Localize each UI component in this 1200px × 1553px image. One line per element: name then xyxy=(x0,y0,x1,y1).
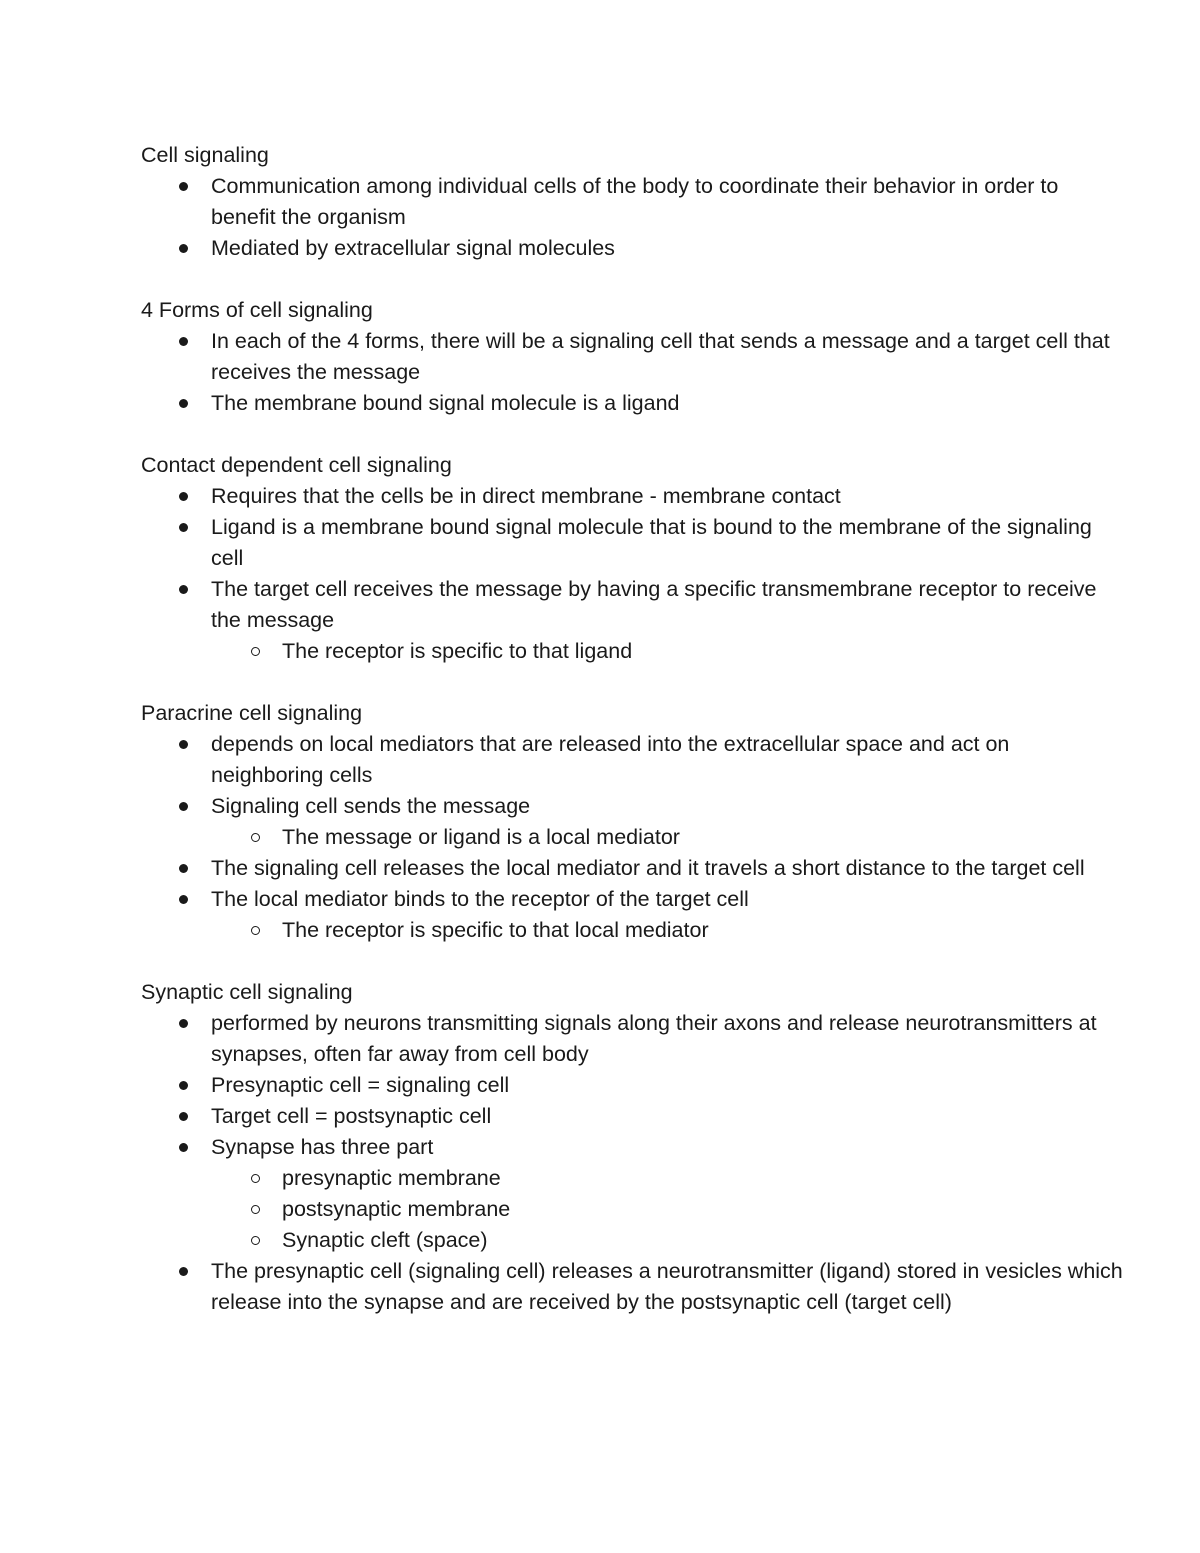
list-item-text: Requires that the cells be in direct membrane - membrane contact xyxy=(211,484,841,508)
bullet-circle-icon xyxy=(251,647,260,656)
sub-list-item xyxy=(282,915,1126,946)
bullet-dot-icon xyxy=(179,585,188,594)
sub-list-item xyxy=(282,1163,1126,1194)
list-item-text: The membrane bound signal molecule is a ligand xyxy=(211,391,680,415)
bullet-list xyxy=(141,171,1126,264)
list-item xyxy=(211,1070,1126,1101)
list-item-text: The signaling cell releases the local mediator and it travels a short distance to the target cell xyxy=(211,856,1085,880)
bullet-circle-icon xyxy=(251,1236,260,1245)
section xyxy=(141,698,1126,946)
list-item-text: depends on local mediators that are released into the extracellular space and act on neighboring cells xyxy=(211,732,1010,787)
bullet-circle-icon xyxy=(251,1174,260,1183)
list-item-text: performed by neurons transmitting signals along their axons and release neurotransmitters at synapses, often far away from cell body xyxy=(211,1011,1097,1066)
list-item xyxy=(211,1256,1126,1318)
bullet-dot-icon xyxy=(179,1267,188,1276)
sub-bullet-list xyxy=(211,636,1126,667)
sub-bullet-list xyxy=(211,822,1126,853)
sub-bullet-list xyxy=(211,1163,1126,1256)
list-item xyxy=(211,388,1126,419)
list-item xyxy=(211,884,1126,946)
sub-list-item-text: The receptor is specific to that local mediator xyxy=(282,918,709,942)
section-heading: 4 Forms of cell signaling xyxy=(141,298,373,322)
sub-list-item-text: The message or ligand is a local mediator xyxy=(282,825,680,849)
sub-list-item-text: Synaptic cleft (space) xyxy=(282,1228,488,1252)
bullet-list xyxy=(141,729,1126,946)
section xyxy=(141,450,1126,667)
bullet-dot-icon xyxy=(179,1019,188,1028)
bullet-list xyxy=(141,326,1126,419)
bullet-circle-icon xyxy=(251,926,260,935)
list-item xyxy=(211,853,1126,884)
section xyxy=(141,295,1126,419)
bullet-dot-icon xyxy=(179,1081,188,1090)
bullet-dot-icon xyxy=(179,802,188,811)
bullet-dot-icon xyxy=(179,492,188,501)
bullet-list xyxy=(141,1008,1126,1318)
bullet-circle-icon xyxy=(251,833,260,842)
list-item-text: Signaling cell sends the message xyxy=(211,794,531,818)
bullet-dot-icon xyxy=(179,399,188,408)
bullet-dot-icon xyxy=(179,244,188,253)
bullet-list xyxy=(141,481,1126,667)
list-item-text: Synapse has three part xyxy=(211,1135,434,1159)
sub-list-item xyxy=(282,1194,1126,1225)
document-page xyxy=(141,140,1126,1349)
bullet-dot-icon xyxy=(179,895,188,904)
bullet-circle-icon xyxy=(251,1205,260,1214)
sub-list-item-text: The receptor is specific to that ligand xyxy=(282,639,633,663)
bullet-dot-icon xyxy=(179,1112,188,1121)
list-item xyxy=(211,791,1126,853)
list-item xyxy=(211,233,1126,264)
section xyxy=(141,140,1126,264)
section-heading: Cell signaling xyxy=(141,143,269,167)
section xyxy=(141,977,1126,1318)
section-heading: Contact dependent cell signaling xyxy=(141,453,452,477)
list-item-text: The target cell receives the message by having a specific transmembrane receptor to receive the message xyxy=(211,577,1097,632)
list-item-text: Mediated by extracellular signal molecules xyxy=(211,236,615,260)
bullet-dot-icon xyxy=(179,523,188,532)
list-item xyxy=(211,481,1126,512)
sub-list-item xyxy=(282,636,1126,667)
sub-bullet-list xyxy=(211,915,1126,946)
bullet-dot-icon xyxy=(179,182,188,191)
list-item xyxy=(211,1132,1126,1256)
list-item xyxy=(211,1008,1126,1070)
sub-list-item-text: postsynaptic membrane xyxy=(282,1197,511,1221)
bullet-dot-icon xyxy=(179,740,188,749)
sub-list-item xyxy=(282,1225,1126,1256)
list-item xyxy=(211,729,1126,791)
section-heading: Paracrine cell signaling xyxy=(141,701,363,725)
list-item-text: The presynaptic cell (signaling cell) releases a neurotransmitter (ligand) stored in vesicles which release into the synapse and are received by the postsynaptic cell (target cell) xyxy=(211,1259,1123,1314)
list-item-text: Presynaptic cell = signaling cell xyxy=(211,1073,510,1097)
list-item-text: Communication among individual cells of the body to coordinate their behavior in order to benefit the organism xyxy=(211,174,1059,229)
list-item xyxy=(211,326,1126,388)
list-item xyxy=(211,171,1126,233)
list-item-text: Ligand is a membrane bound signal molecule that is bound to the membrane of the signaling cell xyxy=(211,515,1092,570)
sub-list-item xyxy=(282,822,1126,853)
list-item-text: The local mediator binds to the receptor of the target cell xyxy=(211,887,749,911)
list-item xyxy=(211,512,1126,574)
sub-list-item-text: presynaptic membrane xyxy=(282,1166,501,1190)
bullet-dot-icon xyxy=(179,1143,188,1152)
section-heading: Synaptic cell signaling xyxy=(141,980,353,1004)
bullet-dot-icon xyxy=(179,337,188,346)
bullet-dot-icon xyxy=(179,864,188,873)
list-item-text: Target cell = postsynaptic cell xyxy=(211,1104,492,1128)
list-item-text: In each of the 4 forms, there will be a signaling cell that sends a message and a target cell that receives the message xyxy=(211,329,1110,384)
list-item xyxy=(211,574,1126,667)
list-item xyxy=(211,1101,1126,1132)
